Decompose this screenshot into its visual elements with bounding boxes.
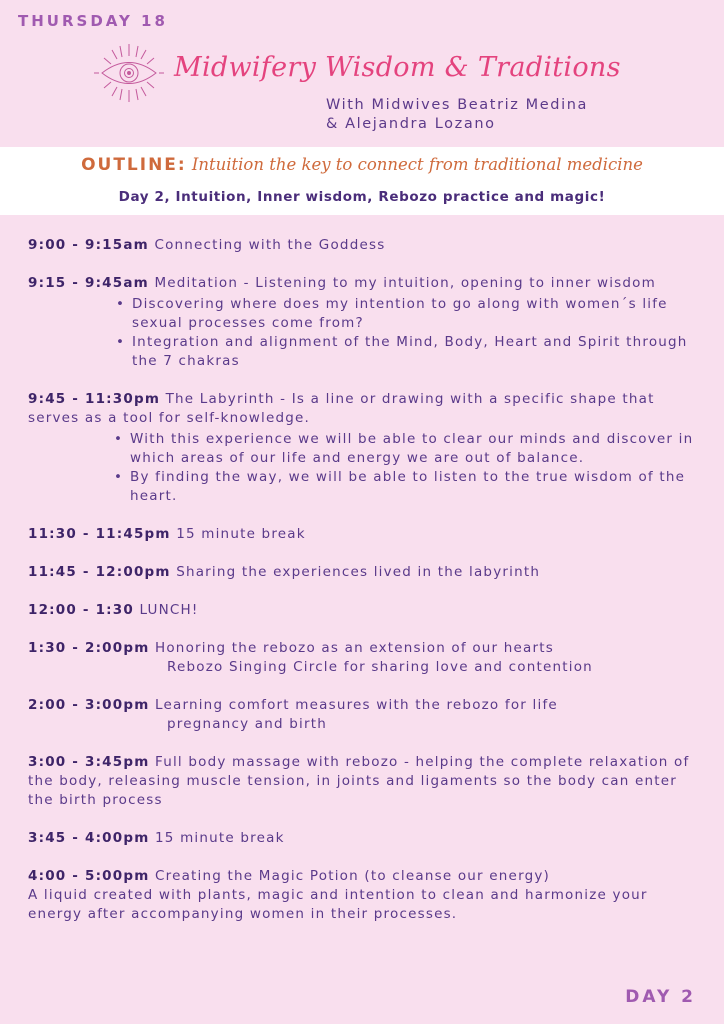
entry-description: Meditation - Listening to my intuition, opening to inner wisdom <box>154 275 656 291</box>
eye-icon <box>92 40 166 106</box>
entry-description: 15 minute break <box>176 526 306 542</box>
schedule-entry <box>28 753 698 810</box>
bullet-item: • By finding the way, we will be able to listen to the true wisdom of the heart. <box>28 468 698 506</box>
entry-time: 2:00 - 3:00pm <box>28 697 150 713</box>
entry-time: 11:45 - 12:00pm <box>28 564 171 580</box>
entry-time: 3:00 - 3:45pm <box>28 754 150 770</box>
entry-description: Honoring the rebozo as an extension of our hearts <box>155 640 555 656</box>
bullet-list <box>28 295 698 371</box>
schedule-entry <box>28 696 698 734</box>
entry-description: Creating the Magic Potion (to cleanse our energy) <box>155 868 551 884</box>
schedule-entry <box>28 236 698 255</box>
outline-text: Intuition the key to connect from traditional medicine <box>191 155 643 174</box>
bullet-item: • Discovering where does my intention to go along with women´s life sexual processes come from? <box>28 295 698 333</box>
entry-time: 9:45 - 11:30pm <box>28 391 161 407</box>
entry-description-continued: A liquid created with plants, magic and intention to clean and harmonize your energy after accompanying women in their processes. <box>28 887 648 922</box>
entry-description: Full body massage with rebozo - helping the complete relaxation of the body, releasing muscle tension, in joints and ligaments so the body can enter the birth process <box>28 754 690 808</box>
entry-time: 3:45 - 4:00pm <box>28 830 150 846</box>
outline-subtitle: Day 2, Intuition, Inner wisdom, Rebozo practice and magic! <box>118 189 606 205</box>
schedule-entry <box>28 601 698 620</box>
entry-description: Learning comfort measures with the rebozo for life <box>155 697 558 713</box>
entry-description: LUNCH! <box>139 602 199 618</box>
outline-heading <box>0 155 724 175</box>
schedule-entry <box>28 563 698 582</box>
presenters <box>326 96 588 134</box>
entry-time: 9:00 - 9:15am <box>28 237 149 253</box>
outline-label: OUTLINE: <box>81 155 187 175</box>
entry-description: The Labyrinth - Is a line or drawing with a specific shape that serves as a tool for self-knowledge. <box>28 391 655 426</box>
schedule <box>28 236 698 943</box>
entry-description-continued: pregnancy and birth <box>167 716 327 732</box>
day-label: THURSDAY 18 <box>18 12 168 30</box>
entry-description: Sharing the experiences lived in the labyrinth <box>176 564 541 580</box>
schedule-entry <box>28 390 698 506</box>
bullet-item: • With this experience we will be able to clear our minds and discover in which areas of our life and energy we are out of balance. <box>28 430 698 468</box>
entry-time: 11:30 - 11:45pm <box>28 526 171 542</box>
schedule-entry <box>28 829 698 848</box>
entry-time: 1:30 - 2:00pm <box>28 640 150 656</box>
entry-description-continued: Rebozo Singing Circle for sharing love and contention <box>167 659 593 675</box>
entry-time: 4:00 - 5:00pm <box>28 868 150 884</box>
schedule-entry <box>28 639 698 677</box>
schedule-entry <box>28 867 698 924</box>
presenters-line-1: With Midwives Beatriz Medina <box>326 97 589 113</box>
entry-description: Connecting with the Goddess <box>154 237 386 253</box>
presenters-line-2: & Alejandra Lozano <box>326 116 496 132</box>
entry-description: 15 minute break <box>155 830 285 846</box>
schedule-entry <box>28 274 698 371</box>
bullet-item: • Integration and alignment of the Mind, Body, Heart and Spirit through the 7 chakras <box>28 333 698 371</box>
page-title: Midwifery Wisdom & Traditions <box>174 52 621 83</box>
entry-time: 12:00 - 1:30 <box>28 602 134 618</box>
schedule-entry <box>28 525 698 544</box>
day-footer: DAY 2 <box>625 987 696 1007</box>
bullet-list <box>28 430 698 506</box>
entry-time: 9:15 - 9:45am <box>28 275 149 291</box>
